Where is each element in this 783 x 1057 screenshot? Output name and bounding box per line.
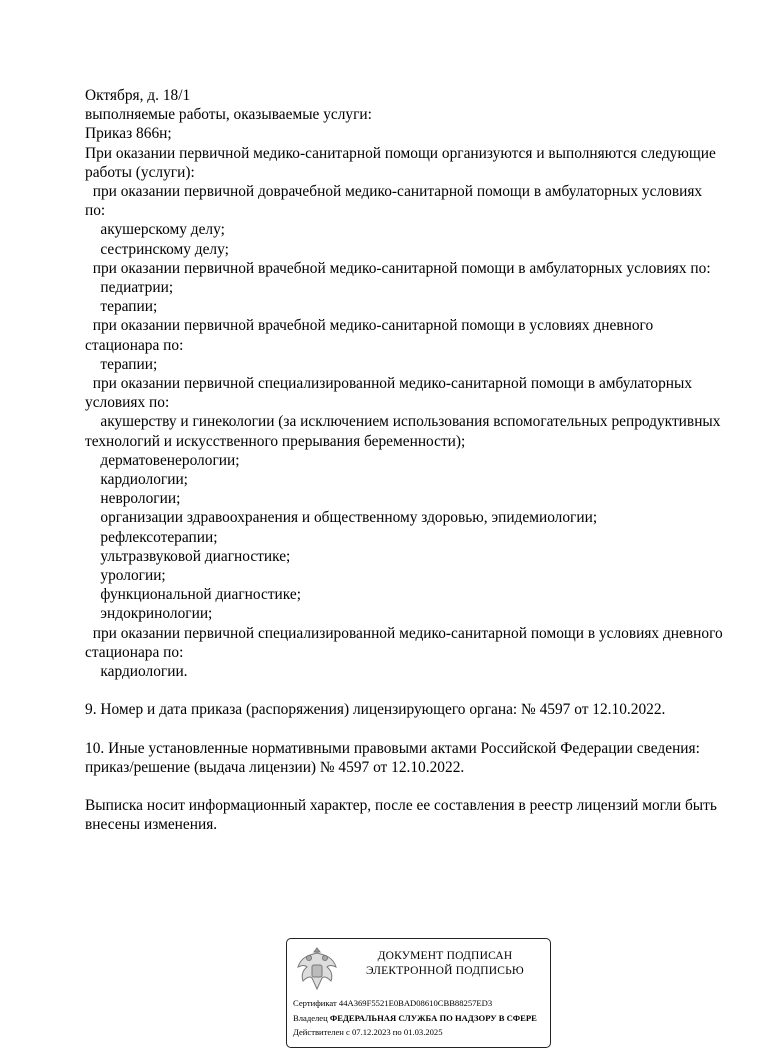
document-line: стационара по:	[85, 643, 184, 661]
document-line: терапии;	[85, 298, 158, 316]
document-line: кардиологии.	[85, 663, 188, 681]
document-line: кардиологии;	[85, 471, 188, 489]
disclaimer-line-2: внесены изменения.	[85, 816, 218, 834]
stamp-title-line-1: ДОКУМЕНТ ПОДПИСАН	[377, 950, 513, 962]
certificate-row	[293, 996, 551, 1011]
document-body	[85, 86, 755, 834]
validity-row: Действителен с 07.12.2023 по 01.03.2025	[293, 1027, 443, 1037]
document-line: урологии;	[85, 567, 166, 585]
document-line: неврологии;	[85, 490, 181, 508]
section-10-line-1: 10. Иные установленные нормативными правовыми актами Российской Федерации сведения:	[85, 739, 700, 757]
disclaimer-line-1: Выписка носит информационный характер, после ее составления в реестр лицензий могли быть	[85, 796, 717, 814]
document-line: педиатрии;	[85, 279, 174, 297]
owner-value: ФЕДЕРАЛЬНАЯ СЛУЖБА ПО НАДЗОРУ В СФЕРЕ	[329, 1012, 537, 1023]
document-line: сестринскому делу;	[85, 240, 229, 258]
document-line: при оказании первичной врачебной медико-санитарной помощи в амбулаторных условиях по:	[85, 259, 711, 277]
section-10-line-2: приказ/решение (выдача лицензии) № 4597 от 12.10.2022.	[85, 758, 465, 776]
document-line: работы (услуги):	[85, 163, 195, 181]
document-line: ультразвуковой диагностике;	[85, 547, 291, 565]
document-line: при оказании первичной врачебной медико-санитарной помощи в условиях дневного	[85, 317, 654, 335]
document-line: стационара по:	[85, 336, 184, 354]
document-line: акушерству и гинекологии (за исключением использования вспомогательных репродуктивных	[85, 413, 721, 431]
stamp-info	[293, 996, 551, 1040]
document-line: рефлексотерапии;	[85, 528, 218, 546]
document-line: организации здравоохранения и общественному здоровью, эпидемиологии;	[85, 509, 598, 527]
coat-of-arms-icon	[295, 945, 339, 993]
document-line: при оказании первичной специализированной медико-санитарной помощи в амбулаторных	[85, 375, 693, 393]
document-line: условиях по:	[85, 394, 170, 412]
document-line: эндокринологии;	[85, 605, 213, 623]
certificate-label: Сертификат	[293, 998, 337, 1008]
document-line: Октября, д. 18/1	[85, 87, 191, 104]
document-line: функциональной диагностике;	[85, 586, 301, 604]
document-line: дерматовенерологии;	[85, 451, 240, 469]
document-line: Приказ 866н;	[85, 125, 172, 143]
document-line: по:	[85, 202, 106, 220]
owner-row	[293, 1011, 551, 1026]
document-line: акушерскому делу;	[85, 221, 225, 239]
certificate-value: 44A369F5521E0BAD08610CBB88257ED3	[338, 998, 493, 1008]
document-line: выполняемые работы, оказываемые услуги:	[85, 106, 372, 124]
document-line: терапии;	[85, 355, 158, 373]
document-line: при оказании первичной специализированной медико-санитарной помощи в условиях дневного	[85, 624, 723, 642]
document-line: при оказании первичной доврачебной медико-санитарной помощи в амбулаторных условиях	[85, 183, 703, 201]
owner-label: Владелец	[293, 1012, 328, 1023]
document-line: технологий и искусственного прерывания беременности);	[85, 432, 466, 450]
section-9: 9. Номер и дата приказа (распоряжения) лицензирующего органа: № 4597 от 12.10.2022.	[85, 701, 666, 719]
stamp-title	[345, 949, 545, 979]
stamp-title-line-2: ЭЛЕКТРОННОЙ ПОДПИСЬЮ	[366, 965, 524, 977]
services-list	[85, 86, 755, 681]
electronic-signature-stamp	[286, 938, 551, 1048]
document-line: При оказании первичной медико-санитарной помощи организуются и выполняются следующие	[85, 144, 716, 162]
